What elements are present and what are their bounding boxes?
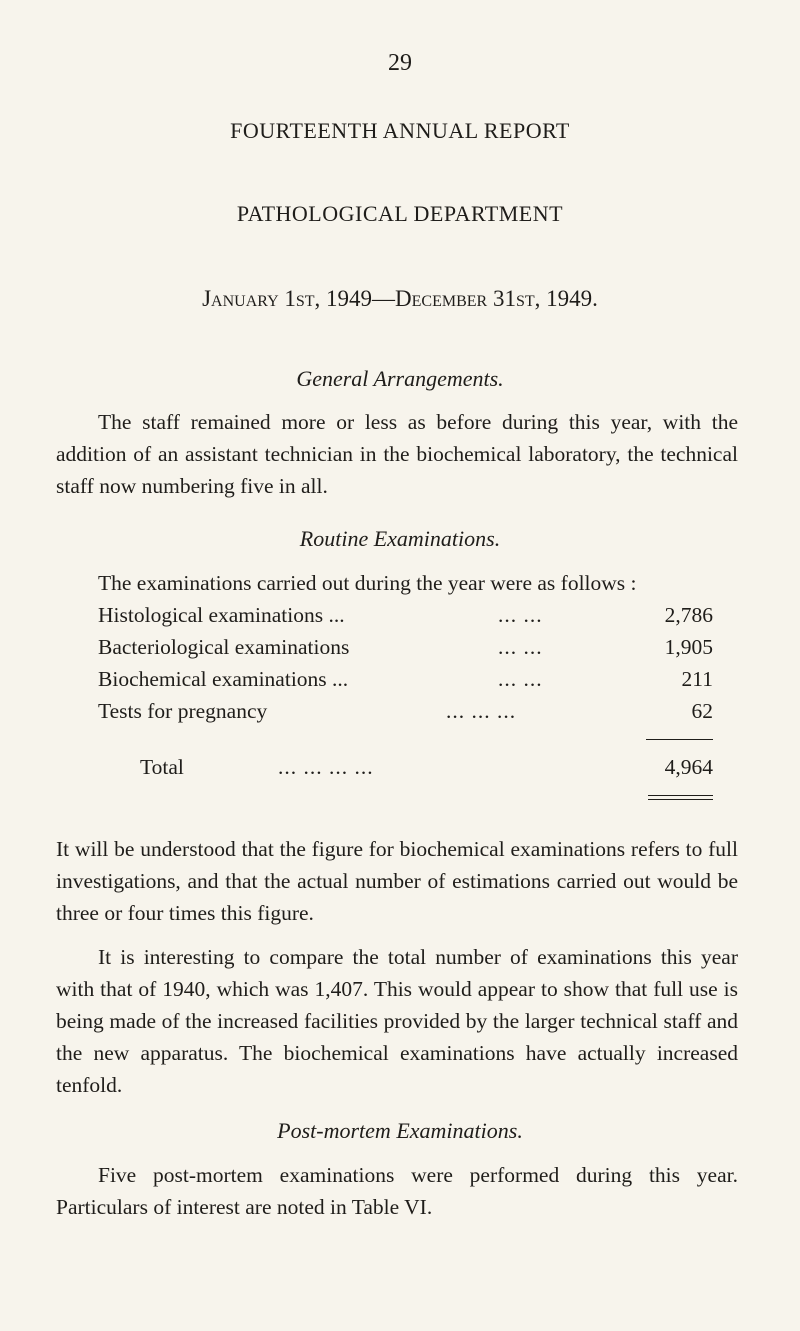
total-row [98,751,713,783]
total-leader-dots: ... ... ... ... [278,755,374,779]
routine-examinations-heading: Routine Examinations. [299,526,501,551]
row-value: 2,786 [664,603,713,627]
table-row [98,631,713,663]
report-title: FOURTEENTH ANNUAL REPORT [230,118,570,143]
subtotal-rule [646,739,713,740]
routine-examinations-intro: The examinations carried out during the year were as follows : [98,571,637,595]
page-number: 29 [388,50,412,76]
total-label: Total [140,755,184,779]
row-leader-dots: ... ... ... [446,699,517,723]
row-leader-dots: ... ... [498,603,543,627]
row-value: 62 [691,699,713,723]
examinations-table [98,599,713,727]
general-arrangements-heading: General Arrangements. [296,366,504,391]
table-row [98,599,713,631]
total-double-rule-bottom [648,799,713,800]
post-mortem-paragraph: Five post-mortem examinations were performed during this year. Particulars of interest are noted in Table VI. [56,1163,738,1219]
department-title: PATHOLOGICAL DEPARTMENT [236,201,564,226]
table-row [98,695,713,727]
total-double-rule-top [648,795,713,796]
row-label: Tests for pregnancy [98,699,268,723]
report-period: January 1st, 1949—December 31st, 1949. [202,286,598,311]
total-value: 4,964 [664,755,713,779]
post-mortem-heading: Post-mortem Examinations. [277,1118,523,1143]
row-value: 1,905 [664,635,713,659]
general-arrangements-paragraph: The staff remained more or less as before during this year, with the addition of an assistant technician in the biochemical laboratory, the technical staff now numbering five in all. [56,410,738,498]
comparison-paragraph: It is interesting to compare the total number of examinations this year with that of 1940, which was 1,407. This would appear to show that full use is being made of the increased facilities provided by the larger technical staff and the new apparatus. The biochemical examinations have actually increased tenfold. [56,945,738,1097]
biochemical-note-paragraph: It will be understood that the figure for biochemical examinations refers to full investigations, and that the actual number of estimations carried out would be three or four times this figure. [56,837,738,925]
row-label: Bacteriological examinations [98,635,350,659]
row-leader-dots: ... ... [498,635,543,659]
row-label: Biochemical examinations ... [98,667,349,691]
row-label: Histological examinations ... [98,603,345,627]
table-row [98,663,713,695]
row-leader-dots: ... ... [498,667,543,691]
row-value: 211 [681,667,713,691]
